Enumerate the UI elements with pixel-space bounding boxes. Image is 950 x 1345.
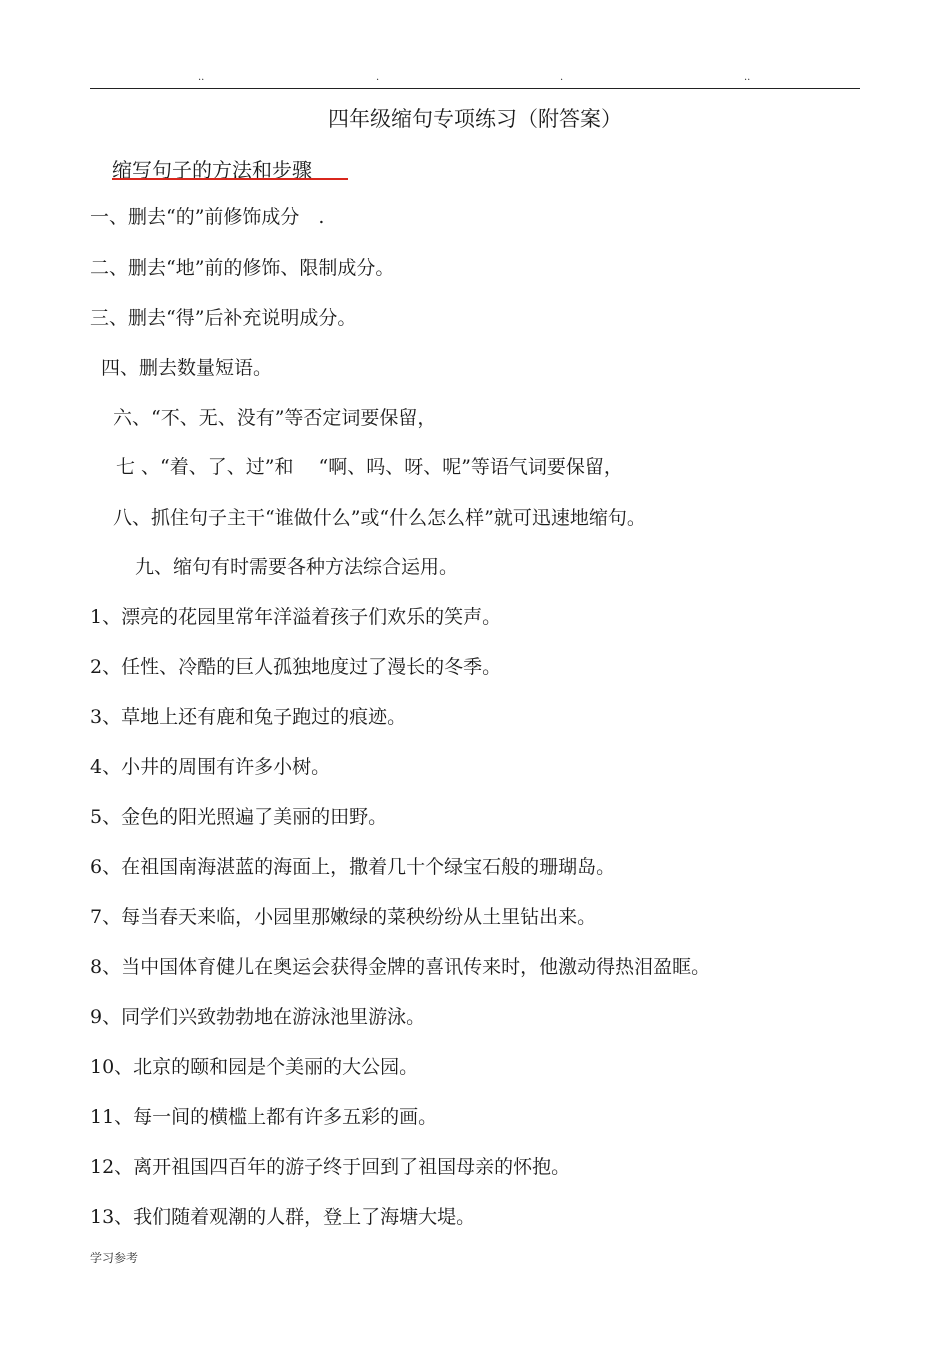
exercise-item: 3、草地上还有鹿和兔子跑过的痕迹。 (90, 706, 407, 728)
exercise-item: 1、漂亮的花园里常年洋溢着孩子们欢乐的笑声。 (90, 606, 502, 628)
exercise-item: 7、每当春天来临，小园里那嫩绿的菜秧纷纷从土里钻出来。 (90, 906, 597, 928)
exercise-item: 12、离开祖国四百年的游子终于回到了祖国母亲的怀抱。 (90, 1156, 571, 1178)
method-item: 七 、“着、了、过”和 “啊、吗、呀、呢”等语气词要保留， (116, 456, 623, 478)
heading-underline (112, 178, 348, 180)
method-item: 一、删去“的”前修饰成分 . (90, 206, 325, 228)
method-item: 六、“不、无、没有”等否定词要保留， (113, 407, 437, 429)
exercise-item: 10、北京的颐和园是个美丽的大公园。 (90, 1056, 419, 1078)
method-item: 四、删去数量短语。 (101, 357, 273, 379)
exercise-item: 4、小井的周围有许多小树。 (90, 756, 331, 778)
page-footer: 学习参考 (90, 1251, 139, 1265)
exercise-item: 11、每一间的横槛上都有许多五彩的画。 (90, 1106, 438, 1128)
exercise-item: 5、金色的阳光照遍了美丽的田野。 (90, 806, 388, 828)
header-mark: .. (744, 72, 751, 83)
exercise-item: 8、当中国体育健儿在奥运会获得金牌的喜讯传来时，他激动得热泪盈眶。 (90, 956, 711, 978)
exercise-item: 13、我们随着观潮的人群，登上了海塘大堤。 (90, 1206, 476, 1228)
method-item: 八、抓住句子主干“谁做什么”或“什么怎么样”就可迅速地缩句。 (113, 507, 646, 529)
page-title: 四年级缩句专项练习（附答案） (328, 107, 622, 131)
header-mark: . (560, 72, 564, 83)
exercise-item: 2、任性、冷酷的巨人孤独地度过了漫长的冬季。 (90, 656, 502, 678)
exercise-item: 6、在祖国南海湛蓝的海面上，撒着几十个绿宝石般的珊瑚岛。 (90, 856, 616, 878)
section-heading: 缩写句子的方法和步骤 (112, 158, 312, 182)
header-rule (90, 88, 860, 89)
method-item: 九、缩句有时需要各种方法综合运用。 (135, 556, 459, 578)
page-header (90, 72, 860, 86)
header-mark: .. (198, 72, 205, 83)
method-item: 二、删去“地”前的修饰、限制成分。 (90, 257, 395, 279)
header-mark: . (376, 72, 380, 83)
exercise-item: 9、同学们兴致勃勃地在游泳池里游泳。 (90, 1006, 426, 1028)
method-item: 三、删去“得”后补充说明成分。 (90, 307, 357, 329)
